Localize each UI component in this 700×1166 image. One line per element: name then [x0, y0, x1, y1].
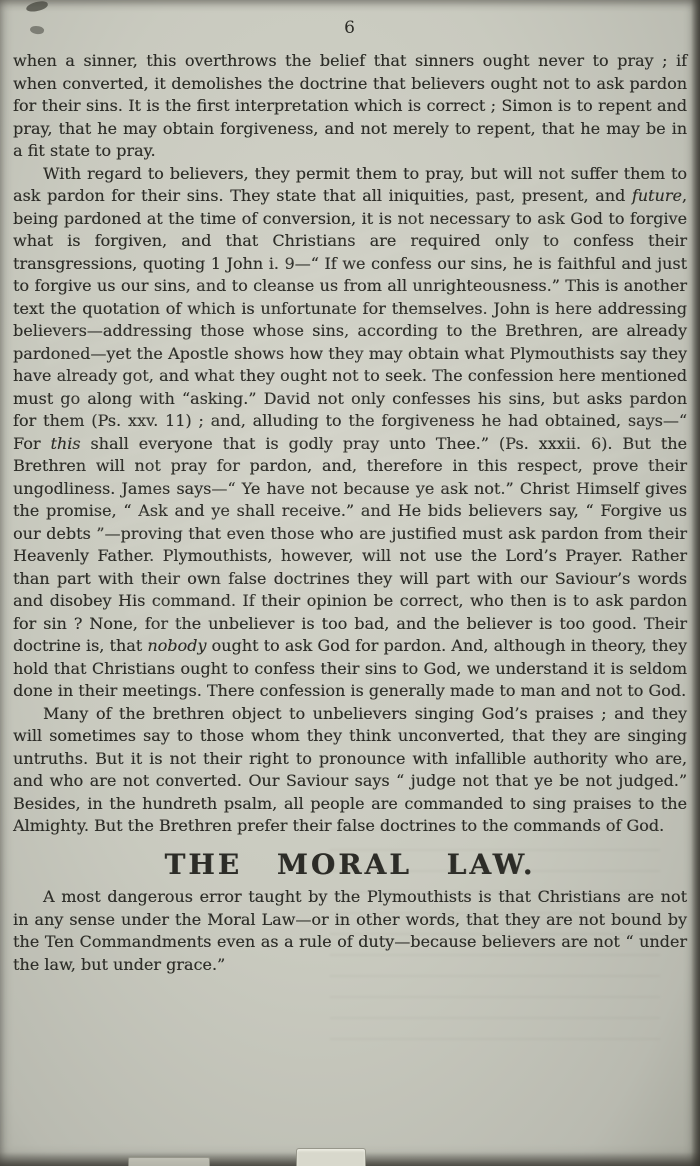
- italic-text-run: this: [50, 433, 81, 453]
- text-run: A most dangerous error taught by the Plymouthists is that Christians are not in any sense under the Moral Law—or in other words, that they are not bound by the Ten Commandments even as a rule of duty—because believers are not “ under the law, but under grace.”: [13, 887, 687, 974]
- page-content: [0, 38, 700, 976]
- paragraph: [13, 163, 687, 703]
- text-run: ought to ask God for pardon. And, although in theory, they hold that Christians ought to confess their sins to God, we understand it is seldom done in their meetings. There confession is generally made to man and not to God.: [13, 636, 687, 700]
- paragraph: [13, 50, 687, 163]
- text-run: when a sinner, this overthrows the belief that sinners ought never to pray ; if when converted, it demolishes the doctrine that believers ought not to ask pardon for their sins. It is the first interpretation which is correct ; Simon is to repent and pray, that he may obtain forgiveness, and not merely to repent, that he may be in a fit state to pray.: [13, 51, 687, 160]
- italic-text-run: future: [631, 186, 682, 205]
- paragraph: [13, 703, 687, 838]
- text-run: shall everyone that is godly pray unto Thee.” (Ps. xxxii. 6). But the Brethren will not pray for pardon, and, therefore in this respect, prove their ungodliness. James says—“ Ye have not because ye ask not.” Christ Himself gives the promise, “ Ask and ye shall receive.” and He bids believers say, “ Forgive us our debts ”—proving that even those who are justified must ask pardon from their Heavenly Father. Plymouthists, however, will not use the Lord’s Prayer. Rather than part with their own false doctrines they will part with our Saviour’s words and disobey His command. If their opinion be correct, who then is to ask pardon for sin ? None, for the unbeliever is too bad, and the believer is too good. Their doctrine is, that: [13, 433, 687, 655]
- section-heading: THE MORAL LAW.: [164, 847, 536, 881]
- torn-paper-tab: [296, 1148, 366, 1166]
- page-number: 6: [344, 18, 356, 38]
- torn-paper-edge: [128, 1157, 210, 1166]
- text-run: With regard to believers, they permit them to pray, but will not suffer them to ask pardon for their sins. They state that all iniquities, past, present, and: [13, 163, 687, 205]
- italic-text-run: nobody: [147, 636, 207, 655]
- text-run: Many of the brethren object to unbelievers singing God’s praises ; and they will sometimes say to those whom they think unconverted, that they are singing untruths. But it is not their right to pronounce with infallible authority who are, and who are not converted. Our Saviour says “ judge not that ye be not judged.” Besides, in the hundreth psalm, all people are commanded to sing praises to the Almighty. But the Brethren prefer their false doctrines to the commands of God.: [13, 703, 687, 835]
- text-run: , being pardoned at the time of conversion, it is not necessary to ask God to forgive what is forgiven, and that Christians are required only to confess their transgressions, quoting 1 John i. 9—“ If we confess our sins, he is faithful and just to forgive us our sins, and to cleanse us from all unrighteousness.” This is another text the quotation of which is unfortunate for themselves. John is here addressing believers—addressing those whose sins, according to the Brethren, are already pardoned—yet the Apostle shows how they may obtain what Plymouthists say they have already got, and what they ought not to seek. The confession here mentioned must go along with “asking.” David not only confesses his sins, but asks pardon for them (Ps. xxv. 11) ; and, alluding to the forgiveness he had obtained, says—“ For: [13, 186, 687, 453]
- paragraph: [13, 886, 687, 976]
